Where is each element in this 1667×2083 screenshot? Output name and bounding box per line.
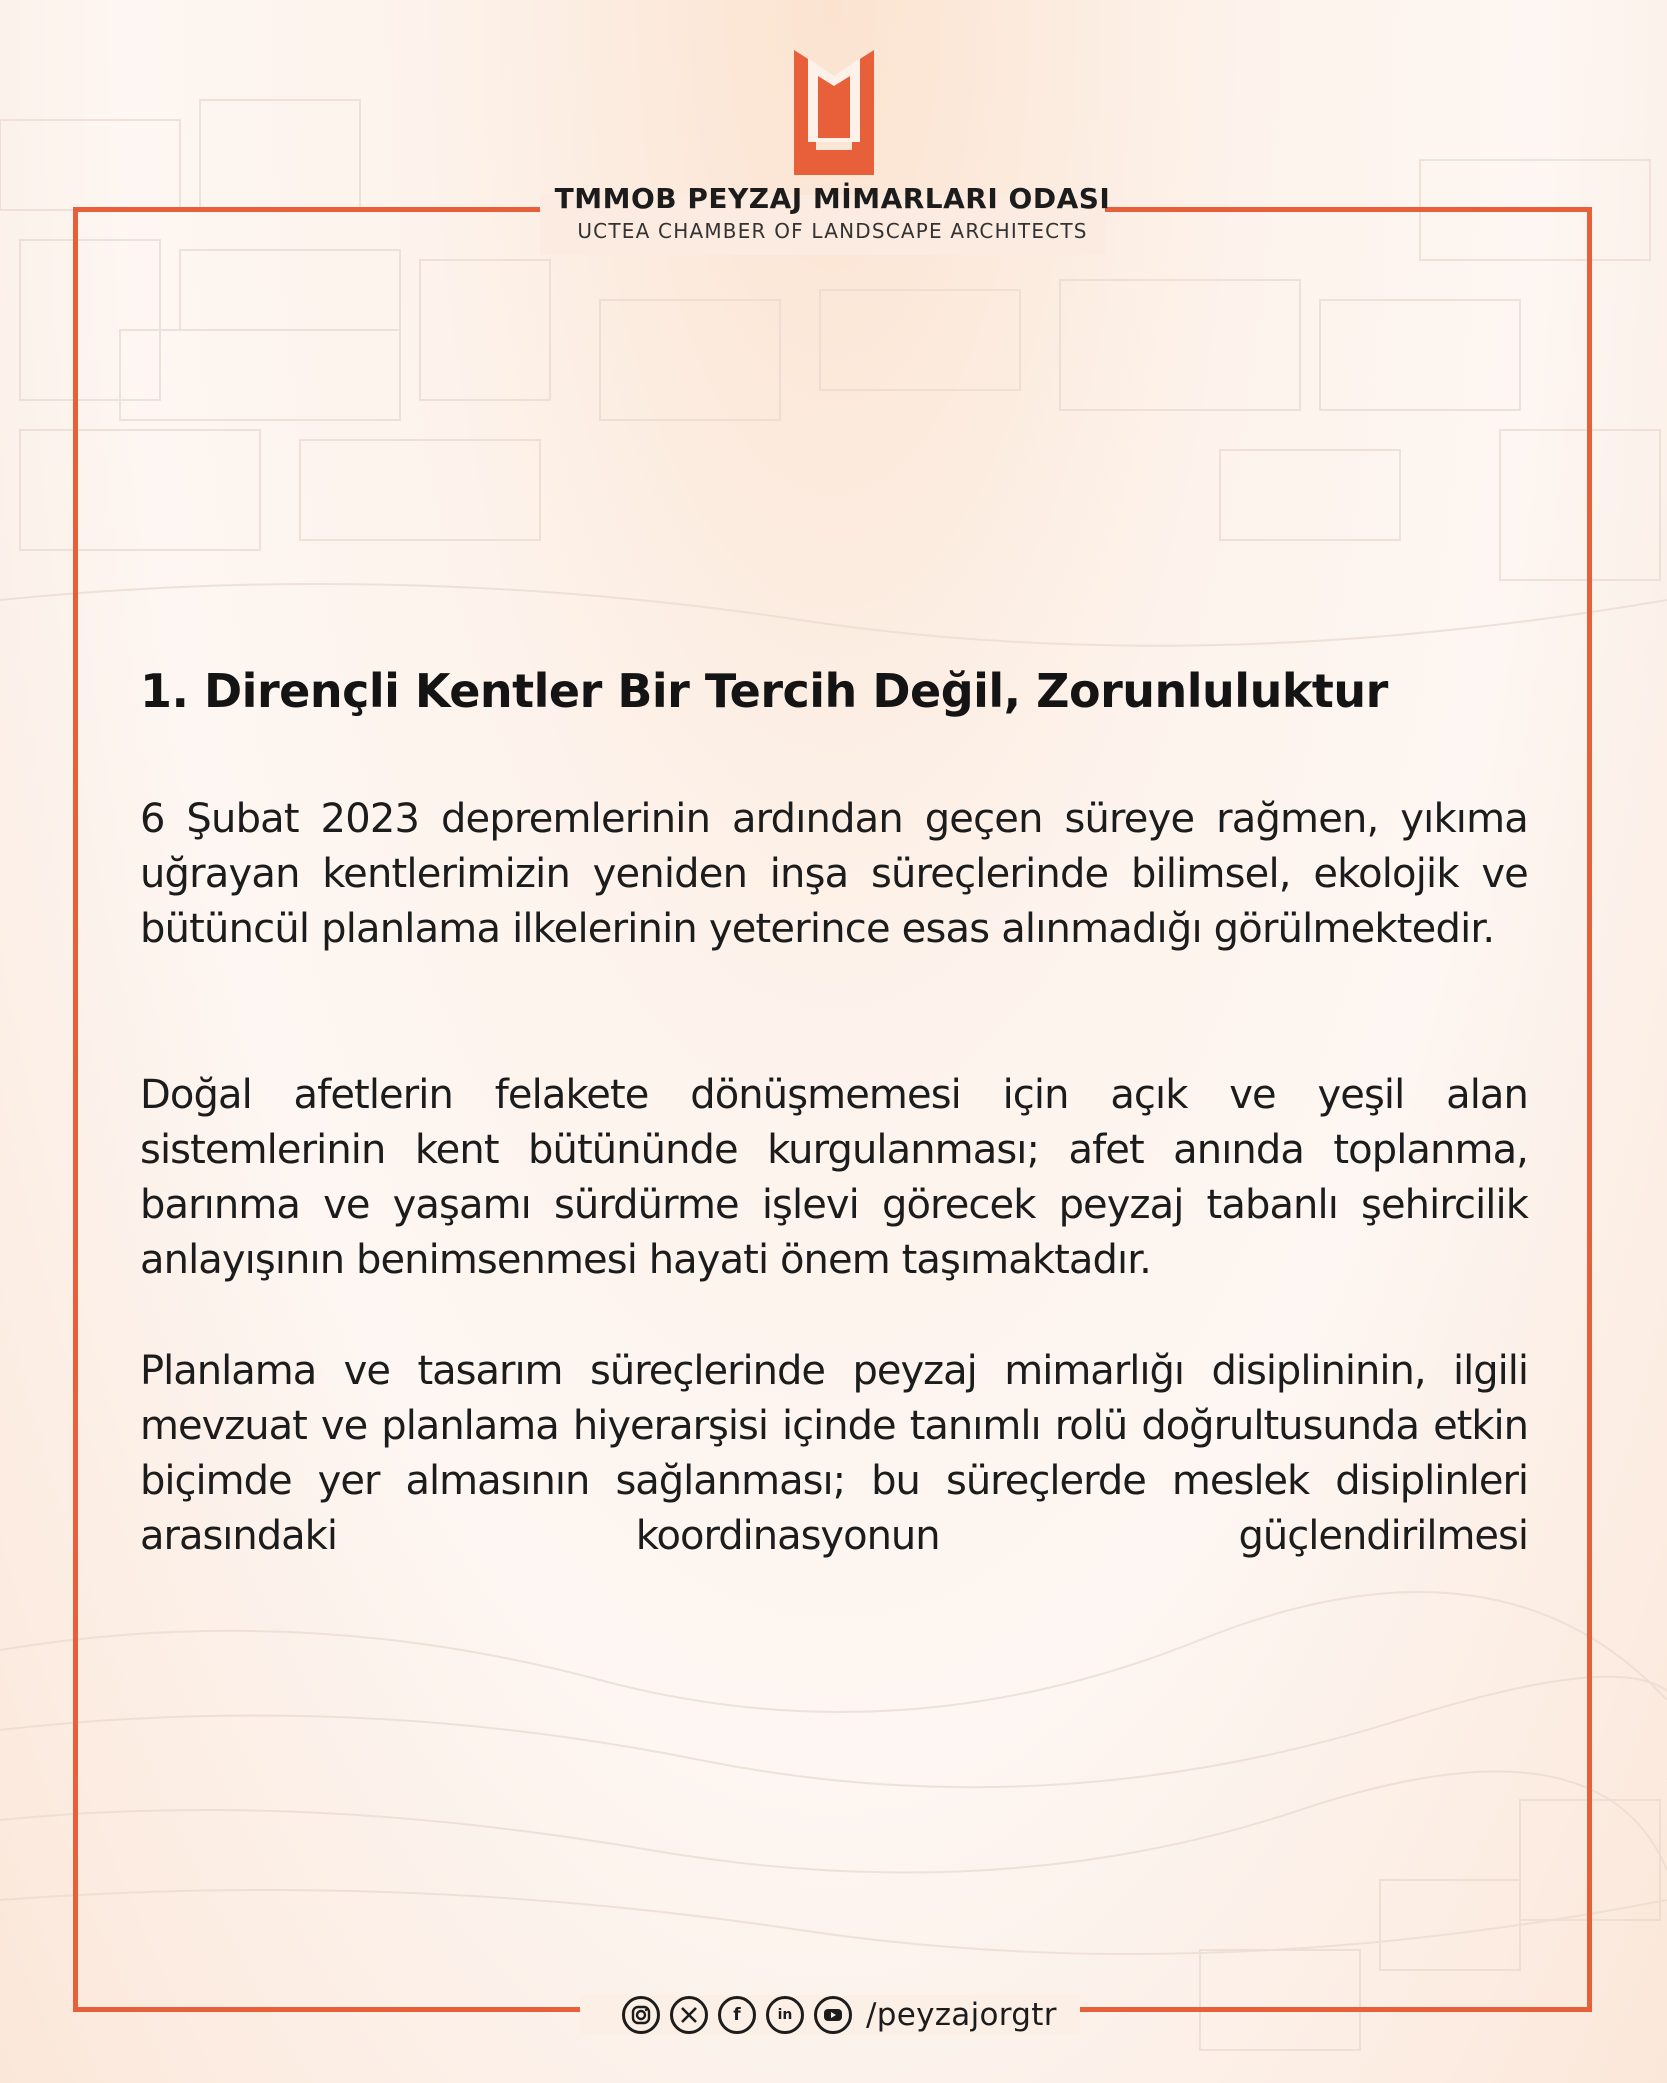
youtube-icon[interactable]: [814, 1996, 852, 2034]
paragraph-1: 6 Şubat 2023 depremlerinin ardından geçen süreye rağmen, yıkıma uğrayan kentlerimizin yeniden inşa süreçlerinde bilimsel, ekolojik ve bütüncül planlama ilkelerinin yeterince esas alınmadığı görülmektedir.: [140, 796, 1528, 952]
chamber-logo: [794, 50, 874, 175]
article-heading: 1. Dirençli Kentler Bir Tercih Değil, Zorunluluktur: [140, 664, 1388, 718]
paragraph-3: Planlama ve tasarım süreçlerinde peyzaj mimarlığı disiplininin, ilgili mevzuat ve planlama hiyerarşisi içinde tanımlı rolü doğrultusunda etkin biçimde yer almasının sağlanması; bu süreçlerde meslek disiplinleri arasındaki koordinasyonun güçlendirilmesi: [140, 1348, 1528, 1559]
social-handle[interactable]: /peyzajorgtr: [866, 1997, 1057, 2033]
instagram-icon[interactable]: [622, 1996, 660, 2034]
paragraph-2: Doğal afetlerin felakete dönüşmemesi için açık ve yeşil alan sistemlerinin kent bütününde kurgulanması; afet anında toplanma, barınma ve yaşamı sürdürme işlevi görecek peyzaj tabanlı şehircilik anlayışının benimsenmesi hayati önem taşımaktadır.: [140, 1072, 1528, 1283]
x-icon[interactable]: [670, 1996, 708, 2034]
social-footer: [622, 1992, 1057, 2038]
linkedin-icon[interactable]: in: [766, 1996, 804, 2034]
facebook-icon[interactable]: f: [718, 1996, 756, 2034]
org-name-en: UCTEA CHAMBER OF LANDSCAPE ARCHITECTS: [577, 219, 1088, 243]
org-name: TMMOB PEYZAJ MİMARLARI ODASI: [554, 182, 1111, 215]
